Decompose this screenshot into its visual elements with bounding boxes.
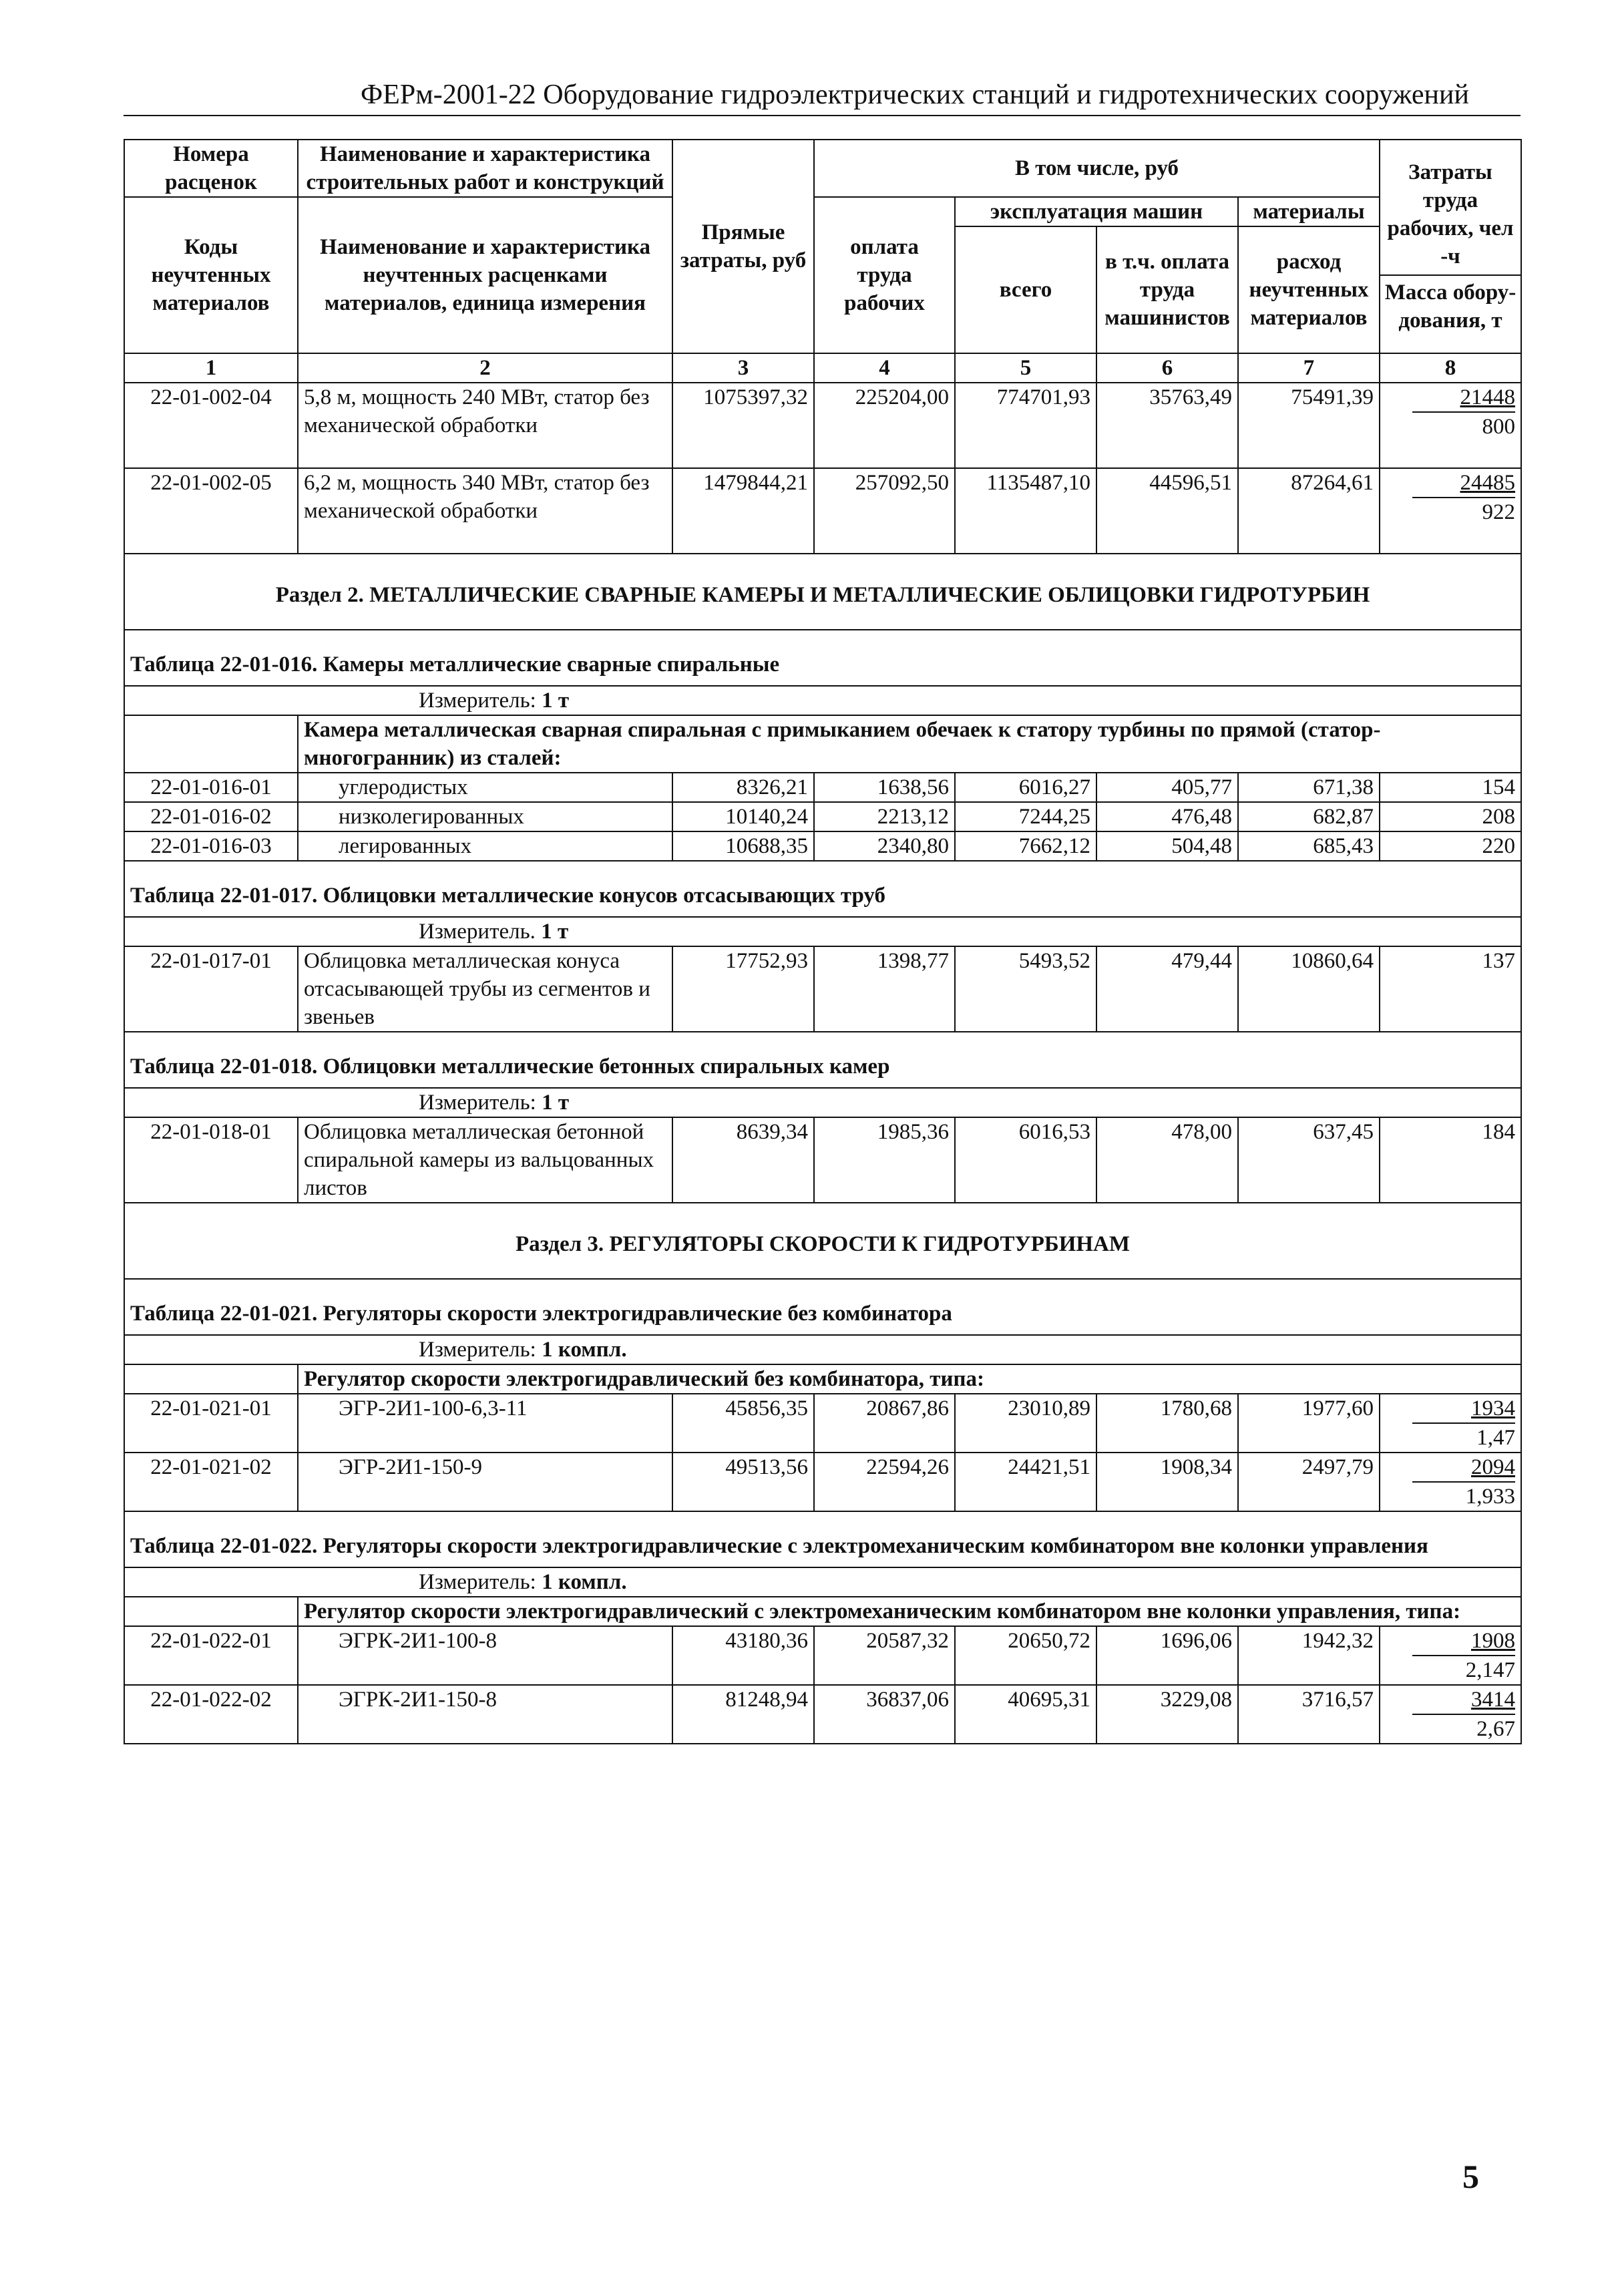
labor-hours-mass	[1380, 1453, 1521, 1511]
rate-code: 22-01-022-02	[124, 1685, 298, 1744]
rate-name: легированных	[298, 831, 672, 861]
header-col2-bottom: Наименование и характеристика неучтенных расценками материалов, единица измерения	[298, 197, 672, 353]
direct-costs: 8639,34	[672, 1117, 814, 1203]
materials-cost: 671,38	[1238, 773, 1380, 802]
rate-code: 22-01-016-03	[124, 831, 298, 861]
table-row	[124, 383, 1521, 468]
labor-pay: 1638,56	[814, 773, 955, 802]
labor-pay: 20587,32	[814, 1626, 955, 1685]
table-row	[124, 1394, 1521, 1453]
group-heading: Камера металлическая сварная спиральная с примыканием обечаек к статору турбины по прямой (статор-многогранник) из сталей:	[298, 715, 1521, 773]
table-022-title-text: Таблица 22-01-022. Регуляторы скорости электрогидравлические с электромеханическим комбинатором вне колонки управления	[130, 1534, 1428, 1558]
labor-hours: 154	[1380, 773, 1521, 802]
labor-pay: 257092,50	[814, 468, 955, 554]
equipment-mass: 800	[1482, 415, 1515, 439]
labor-hours: 220	[1380, 831, 1521, 861]
labor-pay: 2340,80	[814, 831, 955, 861]
labor-hours-mass	[1380, 1626, 1521, 1685]
machines-total: 5493,52	[955, 946, 1096, 1032]
rate-code: 22-01-002-05	[124, 468, 298, 554]
table-016-title: Таблица 22-01-016. Камеры металлические сварные спиральные	[124, 630, 1521, 686]
direct-costs: 10688,35	[672, 831, 814, 861]
materials-cost: 1942,32	[1238, 1626, 1380, 1685]
labor-pay: 1398,77	[814, 946, 955, 1032]
header-direct-costs: Прямые затраты, руб	[672, 140, 814, 353]
page-title: ФЕРм-2001-22 Оборудование гидроэлектрических станций и гидротехнических сооружений	[361, 79, 1469, 110]
machinists-pay: 3229,08	[1096, 1685, 1238, 1744]
rate-name: ЭГР-2И1-150-9	[298, 1453, 672, 1511]
header-labor-hours: Затраты труда рабочих, чел -ч	[1387, 160, 1514, 268]
machines-total: 20650,72	[955, 1626, 1096, 1685]
table-022-title	[124, 1511, 1521, 1567]
table-row	[124, 1685, 1521, 1744]
materials-cost: 10860,64	[1238, 946, 1380, 1032]
header-labor-pay: оплата труда рабочих	[814, 197, 955, 353]
col-number: 3	[672, 353, 814, 383]
machines-total: 40695,31	[955, 1685, 1096, 1744]
materials-cost: 685,43	[1238, 831, 1380, 861]
labor-hours: 2094	[1412, 1453, 1515, 1483]
labor-hours-mass	[1380, 1394, 1521, 1453]
measure-unit: 1 компл.	[542, 1570, 627, 1594]
direct-costs: 43180,36	[672, 1626, 814, 1685]
rate-code: 22-01-016-01	[124, 773, 298, 802]
rate-name: 5,8 м, мощность 240 МВт, статор без механической обработки	[298, 383, 672, 468]
header-equipment-mass: Масса обору-дования, т	[1380, 274, 1521, 335]
materials-cost: 2497,79	[1238, 1453, 1380, 1511]
machinists-pay: 1908,34	[1096, 1453, 1238, 1511]
header-machines: эксплуатация машин	[955, 197, 1238, 226]
section-2-title: Раздел 2. МЕТАЛЛИЧЕСКИЕ СВАРНЫЕ КАМЕРЫ И МЕТАЛЛИЧЕСКИЕ ОБЛИЦОВКИ ГИДРОТУРБИН	[124, 554, 1521, 630]
header-col1-top: Номера расценок	[124, 140, 298, 197]
table-021-measure	[124, 1335, 1521, 1364]
labor-pay: 20867,86	[814, 1394, 955, 1453]
machinists-pay: 479,44	[1096, 946, 1238, 1032]
labor-pay: 36837,06	[814, 1685, 955, 1744]
rate-name: ЭГРК-2И1-150-8	[298, 1685, 672, 1744]
table-017-title: Таблица 22-01-017. Облицовки металлические конусов отсасывающих труб	[124, 861, 1521, 917]
machines-total: 24421,51	[955, 1453, 1096, 1511]
labor-pay: 22594,26	[814, 1453, 955, 1511]
table-016-measure	[124, 686, 1521, 715]
rates-table	[124, 139, 1522, 1744]
table-row	[124, 802, 1521, 831]
labor-pay: 1985,36	[814, 1117, 955, 1203]
measure-label: Измеритель:	[419, 689, 536, 713]
rate-code: 22-01-017-01	[124, 946, 298, 1032]
materials-cost: 87264,61	[1238, 468, 1380, 554]
col-number: 6	[1096, 353, 1238, 383]
labor-pay: 225204,00	[814, 383, 955, 468]
header-materials: материалы	[1238, 197, 1380, 226]
table-017-measure	[124, 917, 1521, 946]
direct-costs: 17752,93	[672, 946, 814, 1032]
table-018-title: Таблица 22-01-018. Облицовки металлические бетонных спиральных камер	[124, 1032, 1521, 1088]
labor-pay: 2213,12	[814, 802, 955, 831]
header-col2-top: Наименование и характеристика строительных работ и конструкций	[298, 140, 672, 197]
labor-hours: 24485	[1412, 469, 1515, 498]
measure-unit: 1 т	[542, 1091, 570, 1115]
machines-total: 6016,53	[955, 1117, 1096, 1203]
labor-hours: 208	[1380, 802, 1521, 831]
rate-name: Облицовка металлическая бетонной спиральной камеры из вальцованных листов	[298, 1117, 672, 1203]
machinists-pay: 476,48	[1096, 802, 1238, 831]
table-018-measure	[124, 1088, 1521, 1117]
direct-costs: 8326,21	[672, 773, 814, 802]
labor-hours: 1908	[1412, 1627, 1515, 1656]
machines-total: 7244,25	[955, 802, 1096, 831]
labor-hours-mass	[1380, 468, 1521, 554]
col-number: 8	[1380, 353, 1521, 383]
labor-hours: 21448	[1412, 383, 1515, 413]
measure-unit: 1 т	[542, 689, 570, 713]
labor-hours: 3414	[1412, 1686, 1515, 1715]
equipment-mass: 2,147	[1465, 1658, 1515, 1682]
measure-unit: 1 т	[541, 920, 569, 944]
rate-code: 22-01-022-01	[124, 1626, 298, 1685]
machinists-pay: 478,00	[1096, 1117, 1238, 1203]
rate-name: ЭГРК-2И1-100-8	[298, 1626, 672, 1685]
machines-total: 774701,93	[955, 383, 1096, 468]
machinists-pay: 504,48	[1096, 831, 1238, 861]
materials-cost: 75491,39	[1238, 383, 1380, 468]
col-number: 2	[298, 353, 672, 383]
materials-cost: 3716,57	[1238, 1685, 1380, 1744]
labor-hours-mass	[1380, 1685, 1521, 1744]
direct-costs: 45856,35	[672, 1394, 814, 1453]
group-heading: Регулятор скорости электрогидравлический без комбинатора, типа:	[298, 1364, 1521, 1394]
rate-code: 22-01-002-04	[124, 383, 298, 468]
rate-name: 6,2 м, мощность 340 МВт, статор без механической обработки	[298, 468, 672, 554]
labor-hours: 1934	[1412, 1394, 1515, 1424]
rate-name: ЭГР-2И1-100-6,3-11	[298, 1394, 672, 1453]
header-including: В том числе, руб	[814, 140, 1380, 197]
header-machinists-pay: в т.ч. оплата труда машинистов	[1096, 226, 1238, 353]
table-022-measure	[124, 1567, 1521, 1597]
title-rule	[124, 115, 1521, 116]
group-heading: Регулятор скорости электрогидравлический с электромеханическим комбинатором вне колонки управления, типа:	[298, 1597, 1521, 1626]
machinists-pay: 1696,06	[1096, 1626, 1238, 1685]
direct-costs: 49513,56	[672, 1453, 814, 1511]
table-row	[124, 1117, 1521, 1203]
table-row	[124, 946, 1521, 1032]
rate-name: углеродистых	[298, 773, 672, 802]
equipment-mass: 922	[1482, 500, 1515, 524]
table-row	[124, 1453, 1521, 1511]
materials-cost: 682,87	[1238, 802, 1380, 831]
direct-costs: 81248,94	[672, 1685, 814, 1744]
machinists-pay: 405,77	[1096, 773, 1238, 802]
measure-label: Измеритель.	[419, 920, 536, 944]
col-number: 1	[124, 353, 298, 383]
materials-cost: 637,45	[1238, 1117, 1380, 1203]
measure-label: Измеритель:	[419, 1091, 536, 1115]
rate-name: низколегированных	[298, 802, 672, 831]
machines-total: 23010,89	[955, 1394, 1096, 1453]
section-3-title: Раздел 3. РЕГУЛЯТОРЫ СКОРОСТИ К ГИДРОТУРБИНАМ	[124, 1203, 1521, 1279]
labor-hours: 184	[1380, 1117, 1521, 1203]
col-number: 7	[1238, 353, 1380, 383]
measure-unit: 1 компл.	[542, 1338, 627, 1362]
equipment-mass: 1,47	[1476, 1426, 1515, 1450]
measure-label: Измеритель:	[419, 1570, 536, 1594]
page-number: 5	[1462, 2158, 1479, 2195]
machinists-pay: 44596,51	[1096, 468, 1238, 554]
direct-costs: 1075397,32	[672, 383, 814, 468]
rate-code: 22-01-016-02	[124, 802, 298, 831]
machinists-pay: 1780,68	[1096, 1394, 1238, 1453]
table-021-title: Таблица 22-01-021. Регуляторы скорости электрогидравлические без комбинатора	[124, 1279, 1521, 1335]
table-row	[124, 773, 1521, 802]
measure-label: Измеритель:	[419, 1338, 536, 1362]
table-row	[124, 1626, 1521, 1685]
labor-hours-mass	[1380, 383, 1521, 468]
col-number: 4	[814, 353, 955, 383]
table-row	[124, 468, 1521, 554]
header-col1-bottom: Коды неучтенных материалов	[124, 197, 298, 353]
rate-code: 22-01-018-01	[124, 1117, 298, 1203]
header-materials-use: расход неучтенных материалов	[1238, 226, 1380, 353]
materials-cost: 1977,60	[1238, 1394, 1380, 1453]
rate-code: 22-01-021-02	[124, 1453, 298, 1511]
labor-hours: 137	[1380, 946, 1521, 1032]
col-number: 5	[955, 353, 1096, 383]
header-labor-costs	[1380, 140, 1521, 353]
direct-costs: 1479844,21	[672, 468, 814, 554]
header-machines-total: всего	[955, 226, 1096, 353]
machines-total: 7662,12	[955, 831, 1096, 861]
machinists-pay: 35763,49	[1096, 383, 1238, 468]
equipment-mass: 1,933	[1465, 1485, 1515, 1509]
table-row	[124, 831, 1521, 861]
rate-code: 22-01-021-01	[124, 1394, 298, 1453]
direct-costs: 10140,24	[672, 802, 814, 831]
machines-total: 6016,27	[955, 773, 1096, 802]
machines-total: 1135487,10	[955, 468, 1096, 554]
equipment-mass: 2,67	[1476, 1717, 1515, 1741]
rate-name: Облицовка металлическая конуса отсасывающей трубы из сегментов и звеньев	[298, 946, 672, 1032]
